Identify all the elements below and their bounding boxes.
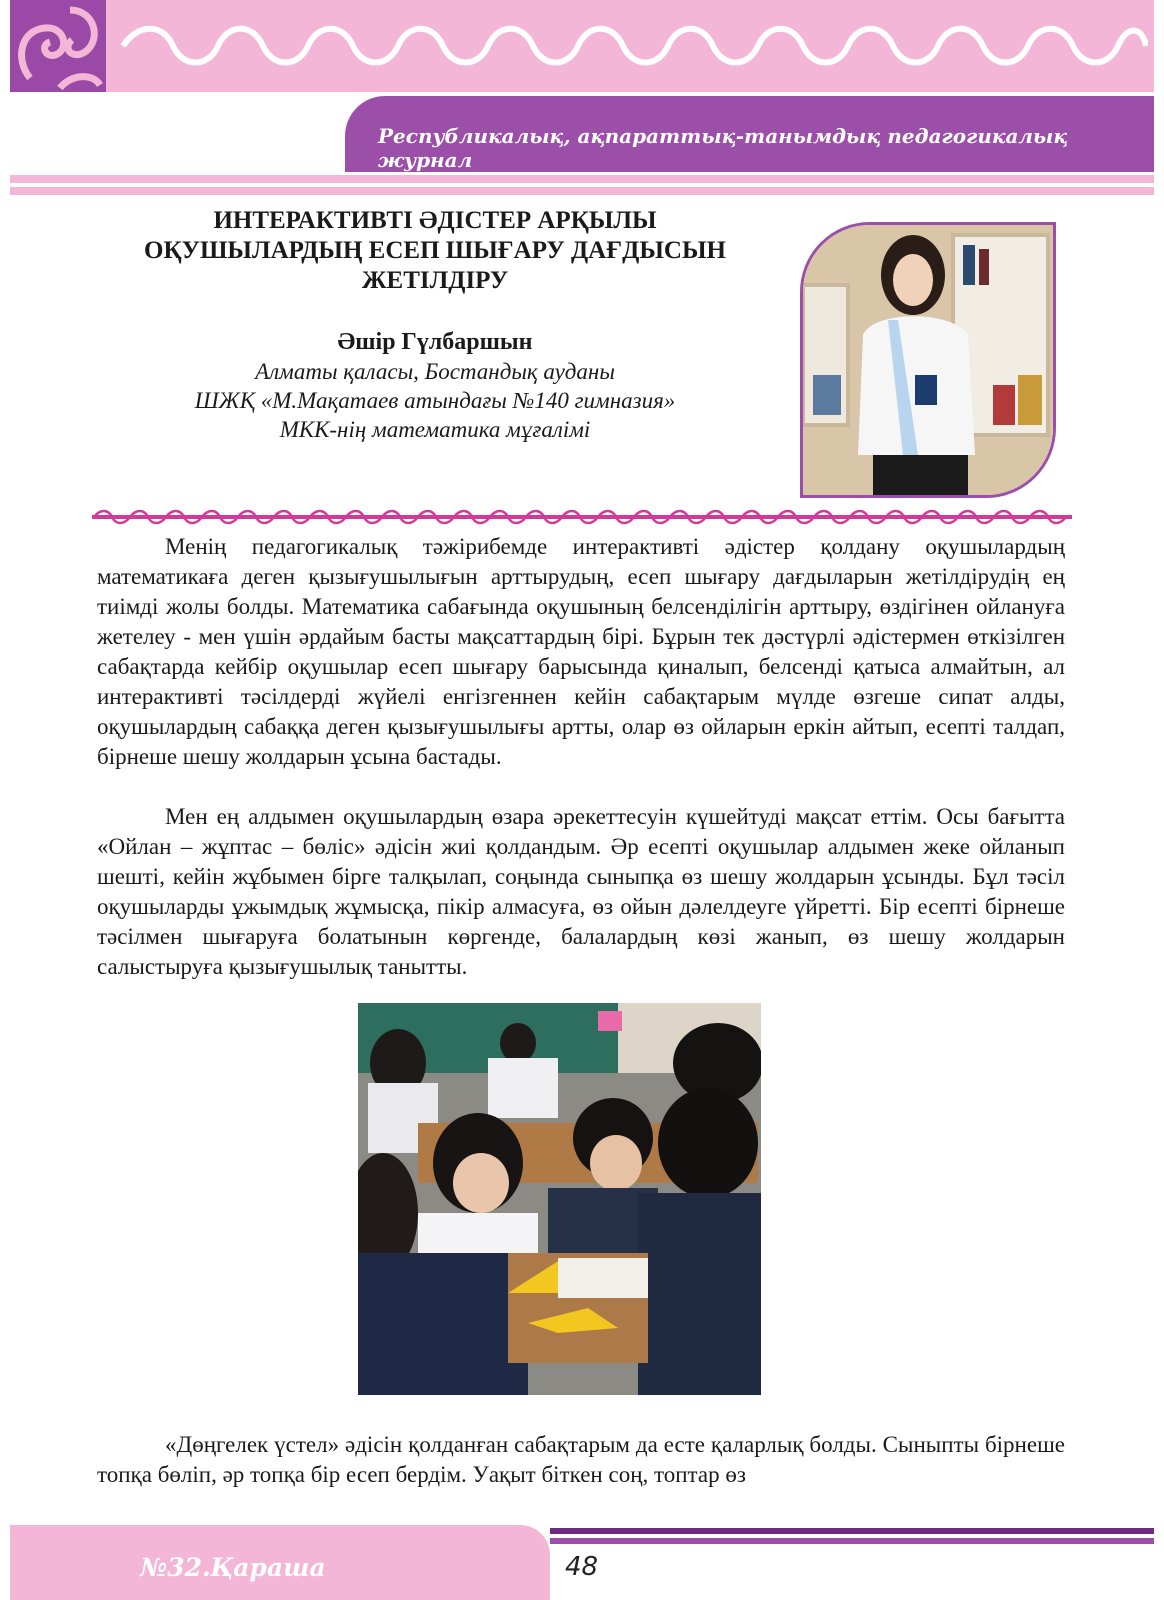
author-block bbox=[100, 327, 770, 444]
body-paragraph: «Дөңгелек үстел» әдісін қолданған сабақтарым да есте қаларлық болды. Сыныпты бірнеше топқа бөліп, әр топқа бір есеп бердім. Уақыт біткен соң, топтар өз bbox=[97, 1432, 1065, 1487]
header-ornament-row bbox=[118, 18, 1148, 74]
title-line: ИНТЕРАКТИВТІ ӘДІСТЕР АРҚЫЛЫ bbox=[213, 207, 657, 234]
article-title bbox=[100, 206, 770, 296]
issue-label: №32.Қараша bbox=[140, 1553, 326, 1582]
affiliation-line: МКК-нің математика мұғалімі bbox=[279, 417, 591, 442]
title-line: ОҚУШЫЛАРДЫҢ ЕСЕП ШЫҒАРУ ДАҒДЫСЫН bbox=[144, 237, 726, 264]
author-name: Әшір Гүлбаршын bbox=[337, 329, 533, 355]
header-stripe bbox=[10, 187, 1154, 195]
journal-title: Республикалық, ақпараттық-танымдық педагогикалық журнал bbox=[378, 124, 1068, 172]
ornament-swirl-icon bbox=[10, 0, 106, 92]
footer-rule bbox=[550, 1528, 1154, 1534]
affiliation-line: ШЖҚ «М.Мақатаев атындағы №140 гимназия» bbox=[194, 388, 676, 413]
body-paragraph: Менің педагогикалық тәжірибемде интерактивті әдістер қолдану оқушылардың математикаға деген қызығушылығын арттырудың, есеп шығару дағдыларын жетілдірудің ең тиімді жолы болды. Математика сабағында оқушының белсенділігін арттыру, өздігінен ойлануға жетелеу - мен үшін әрдайым басты мақсаттардың бірі. Бұрын тек дәстүрлі әдістермен өткізілген сабақтарда кейбір оқушылар есеп шығару барысында қиналып, белсенді қатыса алмайтын, ал интерактивті тәсілдерді жүйелі енгізгеннен кейін сабақтарым мүлде өзгеше сипат алды, оқушылардың сабаққа деген қызығушылығы артты, олар өз ойларын еркін айтып, есепті талдап, бірнеше шешу жолдарын ұсына бастады. bbox=[97, 534, 1065, 769]
author-photo-image bbox=[803, 225, 1053, 495]
classroom-photo bbox=[358, 1003, 761, 1395]
corner-ornament bbox=[10, 0, 106, 92]
page-number: 48 bbox=[565, 1552, 599, 1582]
classroom-photo-image bbox=[358, 1003, 761, 1395]
footer-rule bbox=[550, 1538, 1154, 1544]
title-line: ЖЕТІЛДІРУ bbox=[361, 267, 509, 294]
author-photo bbox=[800, 222, 1056, 498]
header-stripe bbox=[10, 175, 1154, 183]
ornament-divider bbox=[92, 508, 1072, 526]
affiliation-line: Алматы қаласы, Бостандық ауданы bbox=[255, 359, 615, 384]
body-paragraph: Мен ең алдымен оқушылардың өзара әрекеттесуін күшейтуді мақсат еттім. Осы бағытта «Ойлан – жұптас – бөліс» әдісін жиі қолдандым. Әр есепті оқушылар алдымен жеке ойланып шешті, кейін жұбымен бірге талқылап, соңында сыныпқа өз шешу жолдарын ұсынды. Бұл тәсіл оқушыларды ұжымдық жұмысқа, пікір алмасуға, өз ойын дәлелдеуге үйретті. Бір есепті бірнеше тәсілмен шығаруға болатынын көргенде, балалардың көзі жанып, өз шешу жолдарын салыстыруға қызығушылық танытты. bbox=[97, 804, 1065, 979]
